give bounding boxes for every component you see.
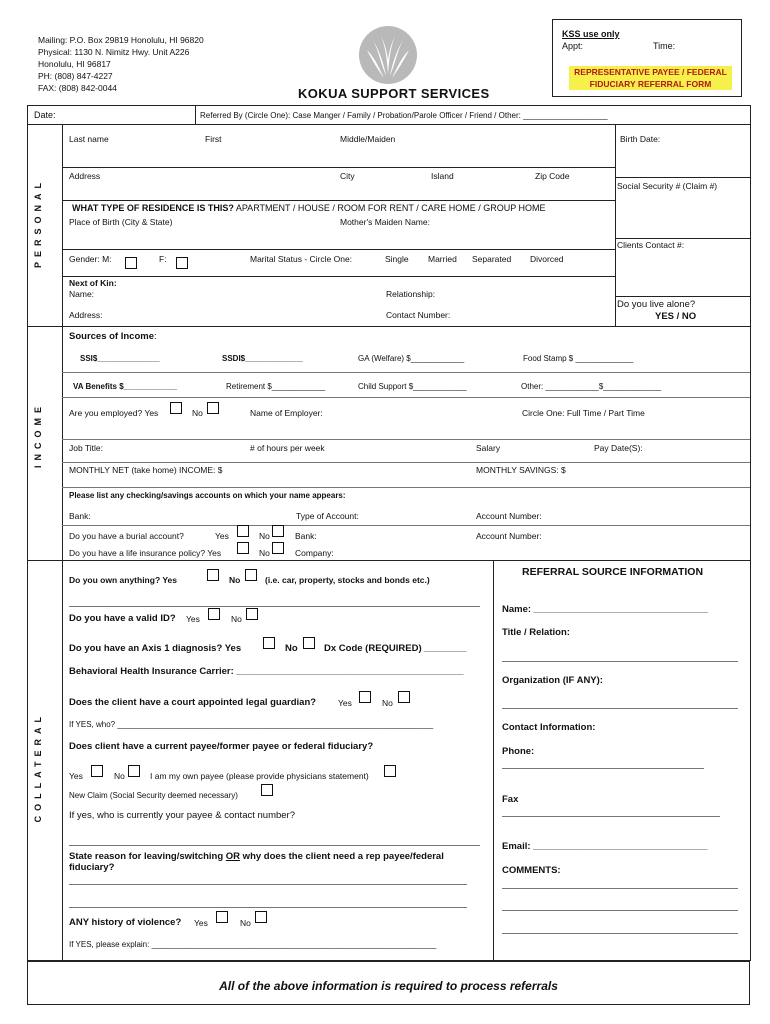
form-title-line1: REPRESENTATIVE PAYEE / FEDERAL <box>574 67 727 77</box>
payee-yes-label: Yes <box>69 771 83 781</box>
burial-yes-checkbox[interactable] <box>237 525 249 537</box>
life-insurance-label: Do you have a life insurance policy? Yes <box>69 548 222 558</box>
marital-divorced[interactable]: Divorced <box>530 254 564 264</box>
fax-number: FAX: (808) 842-0044 <box>38 83 117 93</box>
zip-code-label: Zip Code <box>535 171 570 181</box>
referred-by: Referred By (Circle One): Case Manger / Family / Probation/Parole Officer / Friend / Other: ___________________ <box>200 111 608 120</box>
contact-info-label: Contact Information: <box>502 722 596 733</box>
ssn-label: Social Security # (Claim #) <box>617 181 718 191</box>
org-name: KOKUA SUPPORT SERVICES <box>298 86 490 101</box>
violence-no-checkbox[interactable] <box>255 911 267 923</box>
ga-welfare-field[interactable]: GA (Welfare) $____________ <box>358 354 465 363</box>
employed-label: Are you employed? Yes <box>69 408 159 418</box>
marital-separated[interactable]: Separated <box>472 254 512 264</box>
violence-yes-label: Yes <box>194 918 208 928</box>
referral-heading: REFERRAL SOURCE INFORMATION <box>522 566 704 578</box>
food-stamp-field[interactable]: Food Stamp $ _____________ <box>523 354 634 363</box>
reason-or: OR <box>225 851 241 862</box>
sources-of-income-label: Sources of Income: <box>69 331 157 342</box>
payee-no-checkbox[interactable] <box>128 765 140 777</box>
payee-yes-checkbox[interactable] <box>91 765 103 777</box>
appt-label: Appt: <box>562 41 584 51</box>
clients-contact-label: Clients Contact #: <box>617 240 685 250</box>
reason-text: State reason for leaving/switching <box>69 851 224 862</box>
salary-label: Salary <box>476 443 501 453</box>
organization-label: Organization (IF ANY): <box>502 675 603 686</box>
payee-question-label: Does client have a current payee/former payee or federal fiduciary? <box>69 741 374 752</box>
bank-label: Bank: <box>69 511 91 521</box>
residence-options: APARTMENT / HOUSE / ROOM FOR RENT / CARE HOME / GROUP HOME <box>233 203 546 213</box>
employed-no-label: No <box>192 408 203 418</box>
job-title-label: Job Title: <box>69 443 104 453</box>
kin-name-label: Name: <box>69 289 95 299</box>
own-payee-label: I am my own payee (please provide physicians statement) <box>150 771 369 781</box>
marital-single[interactable]: Single <box>385 254 409 264</box>
violence-label: ANY history of violence? <box>69 917 182 928</box>
valid-id-yes-label: Yes <box>186 614 200 624</box>
next-of-kin-label: Next of Kin: <box>69 278 117 288</box>
own-payee-checkbox[interactable] <box>384 765 396 777</box>
form-title-line2: FIDUCIARY REFERRAL FORM <box>589 79 712 89</box>
account-number-label: Account Number: <box>476 511 542 521</box>
guardian-yes-label: Yes <box>338 698 352 708</box>
reason-rest: why does the client need a rep payee/federal <box>240 851 444 862</box>
other-income-field[interactable]: Other: ____________$_____________ <box>521 382 662 391</box>
burial-bank-label: Bank: <box>295 531 317 541</box>
physical-address: Physical: 1130 N. Nimitz Hwy. Unit A226 <box>38 47 190 57</box>
monthly-net-income-label: MONTHLY NET (take home) INCOME: $ <box>69 465 223 475</box>
last-name-label: Last name <box>69 134 109 144</box>
own-anything-no-label: No <box>229 575 241 585</box>
employed-yes-checkbox[interactable] <box>170 402 182 414</box>
axis1-label: Do you have an Axis 1 diagnosis? Yes <box>69 643 242 654</box>
time-label: Time: <box>653 41 676 51</box>
own-anything-note: (i.e. car, property, stocks and bonds etc.) <box>265 575 430 585</box>
personal-section-label: PERSONAL <box>33 178 43 269</box>
new-claim-label: New Claim (Social Security deemed necessary) <box>69 791 238 800</box>
child-support-field[interactable]: Child Support $____________ <box>358 382 467 391</box>
residence-question: WHAT TYPE OF RESIDENCE IS THIS? <box>72 203 234 213</box>
kokua-logo-icon <box>357 24 419 86</box>
date-label: Date: <box>34 110 56 120</box>
kss-use-only-label: KSS use only <box>562 29 620 39</box>
footer-box <box>27 961 750 1005</box>
accounts-instruction: Please list any checking/savings accounts on which your name appears: <box>69 491 346 500</box>
mothers-maiden-label: Mother's Maiden Name: <box>340 217 430 227</box>
account-type-label: Type of Account: <box>296 511 359 521</box>
collateral-section-label: COLLATERAL <box>33 712 43 823</box>
own-anything-yes-checkbox[interactable] <box>207 569 219 581</box>
insurance-company-label: Company: <box>295 548 334 558</box>
own-anything-no-checkbox[interactable] <box>245 569 257 581</box>
phone-number: PH: (808) 847-4227 <box>38 71 113 81</box>
city-address: Honolulu, HI 96817 <box>38 59 111 69</box>
life-insurance-no-checkbox[interactable] <box>272 542 284 554</box>
pay-dates-label: Pay Date(S): <box>594 443 643 453</box>
guardian-no-checkbox[interactable] <box>398 691 410 703</box>
monthly-savings-label: MONTHLY SAVINGS: $ <box>476 465 566 475</box>
residence-type <box>72 203 546 214</box>
va-benefits-field[interactable]: VA Benefits $____________ <box>73 382 178 391</box>
referral-phone-label: Phone: <box>502 746 535 757</box>
gender-m-label: Gender: M: <box>69 254 112 264</box>
comments-label: COMMENTS: <box>502 865 561 876</box>
referral-email-field[interactable]: Email: _________________________________ <box>502 841 708 852</box>
title-relation-label: Title / Relation: <box>502 627 570 638</box>
burial-no-label: No <box>259 531 270 541</box>
bh-insurance-field[interactable]: Behavioral Health Insurance Carrier: ___________________________________________ <box>69 666 464 677</box>
violence-yes-checkbox[interactable] <box>216 911 228 923</box>
city-label: City <box>340 171 355 181</box>
kin-address-label: Address: <box>69 310 103 320</box>
valid-id-label: Do you have a valid ID? <box>69 613 176 624</box>
reason-label-line2: fiduciary? <box>69 862 115 873</box>
gender-f-checkbox[interactable] <box>176 257 188 269</box>
burial-account-label: Do you have a burial account? <box>69 531 184 541</box>
address-label: Address <box>69 171 101 181</box>
axis1-yes-checkbox[interactable] <box>263 637 275 649</box>
retirement-field[interactable]: Retirement $____________ <box>226 382 326 391</box>
live-alone-yes-no[interactable]: YES / NO <box>655 311 697 322</box>
hours-per-week-label: # of hours per week <box>250 443 325 453</box>
first-name-label: First <box>205 134 222 144</box>
burial-account-number-label: Account Number: <box>476 531 542 541</box>
own-anything-label: Do you own anything? Yes <box>69 575 177 585</box>
marital-status-label: Marital Status - Circle One: <box>250 254 353 264</box>
violence-explain-field[interactable]: If YES, please explain: ________________________________________________________________ <box>69 940 437 949</box>
valid-id-yes-checkbox[interactable] <box>208 608 220 620</box>
payee-no-label: No <box>114 771 125 781</box>
birth-date-label: Birth Date: <box>620 134 661 144</box>
ssdi-field[interactable]: SSDI$_____________ <box>222 354 303 363</box>
kin-contact-number-label: Contact Number: <box>386 310 451 320</box>
relationship-label: Relationship: <box>386 289 436 299</box>
guardian-yes-checkbox[interactable] <box>359 691 371 703</box>
dx-code-field[interactable]: Dx Code (REQUIRED) ________ <box>324 643 467 654</box>
marital-married[interactable]: Married <box>428 254 457 264</box>
form-title <box>569 66 732 90</box>
middle-name-label: Middle/Maiden <box>340 134 396 144</box>
income-section-label: INCOME <box>33 402 43 468</box>
legal-guardian-label: Does the client have a court appointed legal guardian? <box>69 697 317 708</box>
burial-no-checkbox[interactable] <box>272 525 284 537</box>
guardian-who-field[interactable]: If YES, who? _______________________________________________________________________ <box>69 720 434 729</box>
current-payee-label: If yes, who is currently your payee & contact number? <box>69 810 295 821</box>
violence-no-label: No <box>240 918 251 928</box>
valid-id-no-checkbox[interactable] <box>246 608 258 620</box>
life-insurance-no-label: No <box>259 548 270 558</box>
island-label: Island <box>431 171 454 181</box>
axis1-no-checkbox[interactable] <box>303 637 315 649</box>
gender-m-checkbox[interactable] <box>125 257 137 269</box>
guardian-no-label: No <box>382 698 393 708</box>
reason-label <box>69 851 444 863</box>
live-alone-label: Do you live alone? <box>617 299 696 310</box>
burial-yes-label: Yes <box>215 531 229 541</box>
referral-fax-label: Fax <box>502 794 519 805</box>
full-part-time[interactable]: Circle One: Full Time / Part Time <box>522 408 645 418</box>
axis1-no-label: No <box>285 643 298 654</box>
gender-f-label: F: <box>159 254 167 264</box>
mailing-address: Mailing: P.O. Box 29819 Honolulu, HI 96820 <box>38 35 204 45</box>
valid-id-no-label: No <box>231 614 242 624</box>
ssi-field[interactable]: SSI$______________ <box>80 354 160 363</box>
employed-no-checkbox[interactable] <box>207 402 219 414</box>
life-insurance-yes-checkbox[interactable] <box>237 542 249 554</box>
referral-name-field[interactable]: Name: _________________________________ <box>502 604 709 615</box>
place-of-birth-label: Place of Birth (City & State) <box>69 217 173 227</box>
footer-note: All of the above information is required to process referrals <box>219 979 558 993</box>
employer-name-label: Name of Employer: <box>250 408 323 418</box>
new-claim-checkbox[interactable] <box>261 784 273 796</box>
